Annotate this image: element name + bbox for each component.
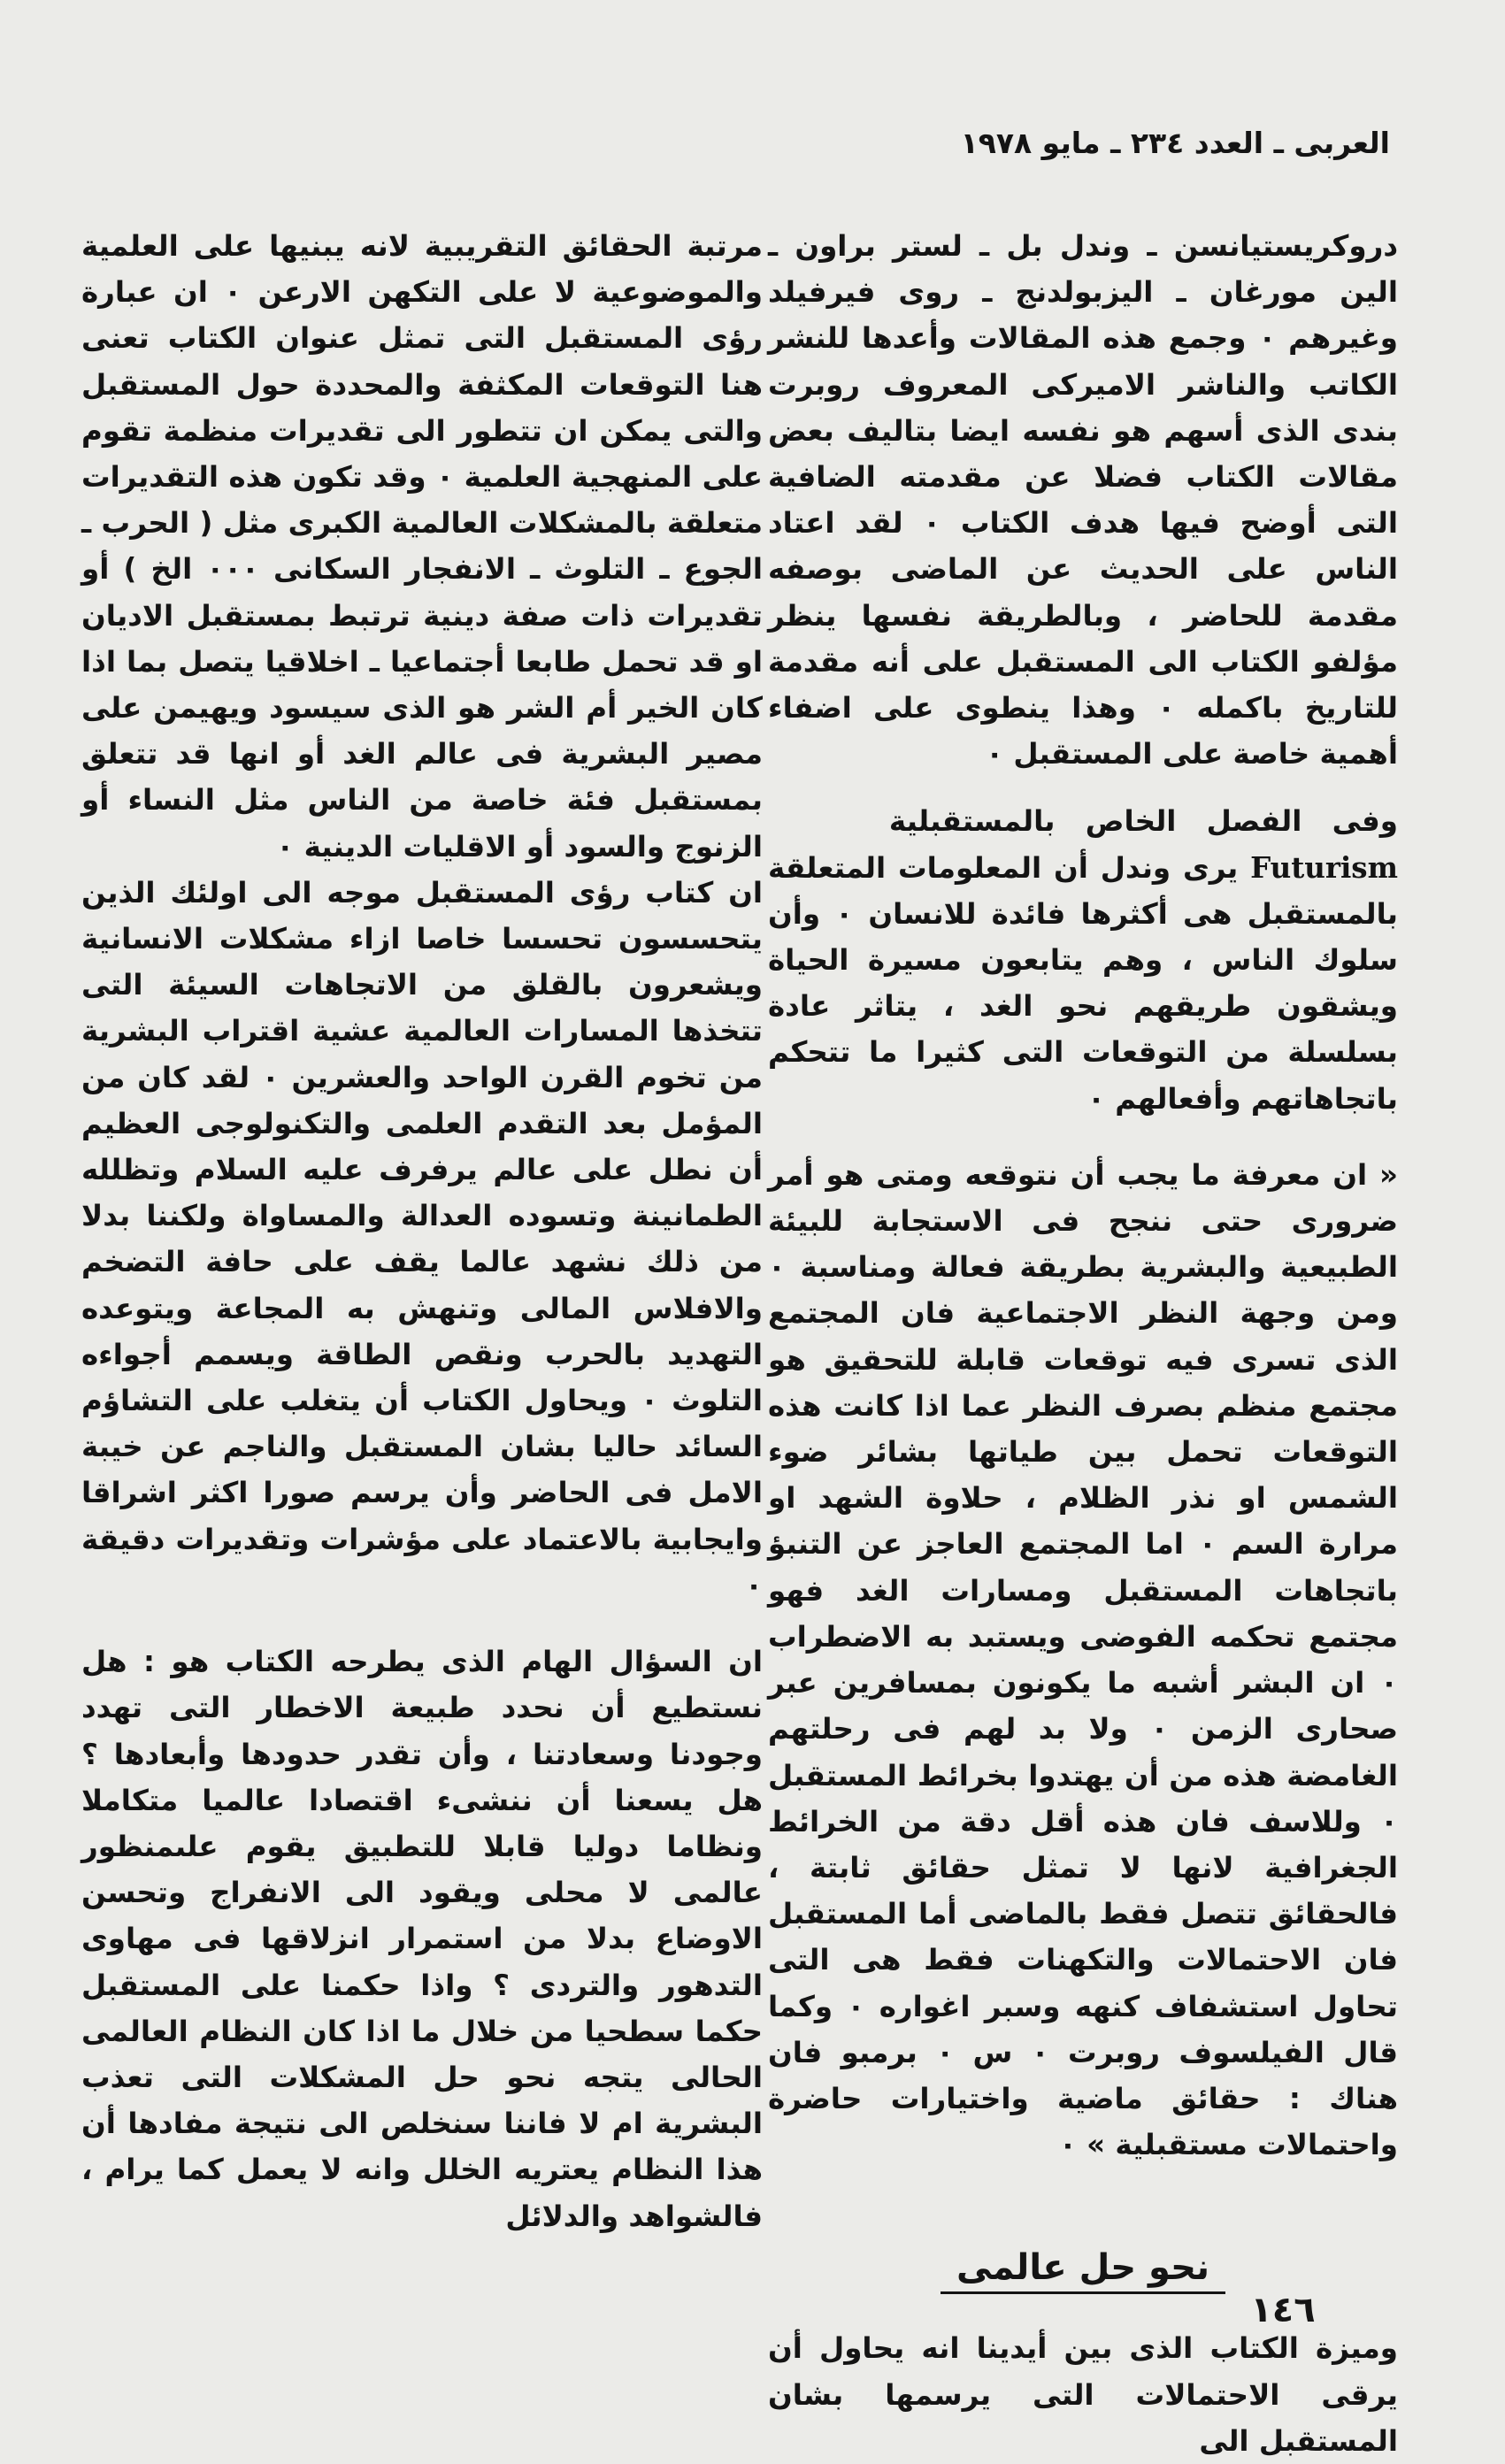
page-number: ١٤٦ <box>1250 2290 1316 2330</box>
section-heading-text: نحو حل عالمى <box>941 2244 1225 2294</box>
right-quote: « ان معرفة ما يجب أن نتوقعه ومتى هو أمر ضرورى حتى ننجح فى الاستجابة للبيئة الطبيعية والبشرية بطريقة فعالة ومناسبة ٠ ومن وجهة النظر الاجتماعية فان المجتمع الذى تسرى فيه توقعات قابلة للتحقيق هو مجتمع منظم بصرف النظر عما اذا كانت هذه التوقعات تحمل بين طياتها بشائر ضوء الشمس او نذر الظلام ، حلاوة الشهد او مرارة السم ٠ اما المجتمع العاجز عن التنبؤ باتجاهات المستقبل ومسارات الغد فهو مجتمع تحكمه الفوضى ويستبد به الاضطراب ٠ ان البشر أشبه ما يكونون بمسافرين عبر صحارى الزمن ٠ ولا بد لهم فى رحلتهم الغامضة هذه من أن يهتدوا بخرائط المستقبل ٠ وللاسف فان هذه أقل دقة من الخرائط الجغرافية لانها لا تمثل حقائق ثابتة ، فالحقائق تتصل فقط بالماضى أما المستقبل فان الاحتمالات والتكهنات فقط هى التى تحاول استشفاف كنهه وسبر اغواره ٠ وكما قال الفيلسوف روبرت ٠ س ٠ برمبو فان هناك : حقائق ماضية واختيارات حاضرة واحتمالات مستقبلية » ٠ <box>768 1157 1398 2162</box>
running-header: العربى ـ العدد ٢٣٤ ـ مايو ١٩٧٨ <box>960 126 1390 160</box>
left-paragraph-2: ان كتاب رؤى المستقبل موجه الى اولئك الذين يتحسسون تحسسا خاصا ازاء مشكلات الانسانية ويشعرون بالقلق من الاتجاهات السيئة التى تتخذها المسارات العالمية عشية اقتراب البشرية من تخوم القرن الواحد والعشرين ٠ لقد كان من المؤمل بعد التقدم العلمى والتكنولوجى العظيم أن نطل على عالم يرفرف عليه السلام وتظلله الطمانينة وتسوده العدالة والمساواة ولكننا بدلا من ذلك نشهد عالما يقف على حافة التضخم والافلاس المالى وتنهش به المجاعة ويتوعده التهديد بالحرب ونقص الطاقة ويسمم أجواءه التلوث ٠ ويحاول الكتاب أن يتغلب على التشاؤم السائد حاليا بشان المستقبل والناجم عن خيبة الامل فى الحاضر وأن يرسم صورا اكثر اشراقا وايجابية بالاعتماد على مؤشرات وتقديرات دقيقة ٠ <box>81 875 764 1602</box>
left-paragraph-3: ان السؤال الهام الذى يطرحه الكتاب هو : هل نستطيع أن نحدد طبيعة الاخطار التى تهدد وجودنا وسعادتنا ، وأن تقدر حدودها وأبعادها ؟ هل يسعنا أن ننشىء اقتصادا عالميا متكاملا ونظاما دوليا قابلا للتطبيق يقوم علىمنظور عالمى لا محلى ويقود الى الانفراج وتحسن الاوضاع بدلا من استمرار انزلاقها فى مهاوى التدهور والتردى ؟ واذا حكمنا على المستقبل حكما سطحيا من خلال ما اذا كان النظام العالمى الحالى يتجه نحو حل المشكلات التى تعذب البشرية ام لا فاننا سنخلص الى نتيجة مفادها أن هذا النظام يعتريه الخلل وانه لا يعمل كما يرام ، فالشواهد والدلائل <box>81 1645 763 2233</box>
right-paragraph-2 <box>768 798 1398 1121</box>
futurism-term: Futurism <box>1250 849 1398 885</box>
futurism-intro: وفى الفصل الخاص بالمستقبلية <box>888 804 1398 839</box>
right-column <box>768 223 1398 2464</box>
right-paragraph-1: دروكريستيانسن ـ وندل بل ـ لستر براون ـ الين مورغان ـ اليزبولدنج ـ روى فيرفيلد وغيرهم ٠ وجمع هذه المقالات وأعدها للنشر الكاتب والناشر الاميركى المعروف روبرت بندى الذى أسهم هو نفسه ايضا بتاليف بعض مقالات الكتاب فضلا عن مقدمته الضافية التى أوضح فيها هدف الكتاب ٠ لقد اعتاد الناس على الحديث عن الماضى بوصفه مقدمة للحاضر ، وبالطريقة نفسها ينظر مؤلفو الكتاب الى المستقبل على أنه مقدمة للتاريخ باكمله ٠ وهذا ينطوى على اضفاء أهمية خاصة على المستقبل ٠ <box>768 229 1398 771</box>
left-column <box>81 223 763 2239</box>
futurism-body: يرى وندل أن المعلومات المتعلقة بالمستقبل هى أكثرها فائدة للانسان ٠ وأن سلوك الناس ، وهم يتابعون مسيرة الحياة ويشقون طريقهم نحو الغد ، يتاثر عادة بسلسلة من التوقعات التى كثيرا ما تتحكم باتجاهاتهم وأفعالهم ٠ <box>768 850 1398 1116</box>
left-paragraph-1: مرتبة الحقائق التقريبية لانه يبنيها على العلمية والموضوعية لا على التكهن الارعن ٠ ان عبارة رؤى المستقبل التى تمثل عنوان الكتاب تعنى هنا التوقعات المكثفة والمحددة حول المستقبل والتى يمكن ان تتطور الى تقديرات منظمة تقوم على المنهجية العلمية ٠ وقد تكون هذه التقديرات متعلقة بالمشكلات العالمية الكبرى مثل ( الحرب ـ الجوع ـ التلوث ـ الانفجار السكانى ٠٠٠ الخ ) أو تقديرات ذات صفة دينية ترتبط بمستقبل الاديان او قد تحمل طابعا أجتماعيا ـ اخلاقيا يتصل بما اذا كان الخير أم الشر هو الذى سيسود ويهيمن على مصير البشرية فى عالم الغد أو انها قد تتعلق بمستقبل فئة خاصة من الناس مثل النساء أو الزنوج والسود أو الاقليات الدينية ٠ <box>81 229 764 864</box>
right-paragraph-3: وميزة الكتاب الذى بين أيدينا انه يحاول أن يرقى الاحتمالات التى يرسمها بشان المستقبل الى <box>768 2331 1398 2458</box>
